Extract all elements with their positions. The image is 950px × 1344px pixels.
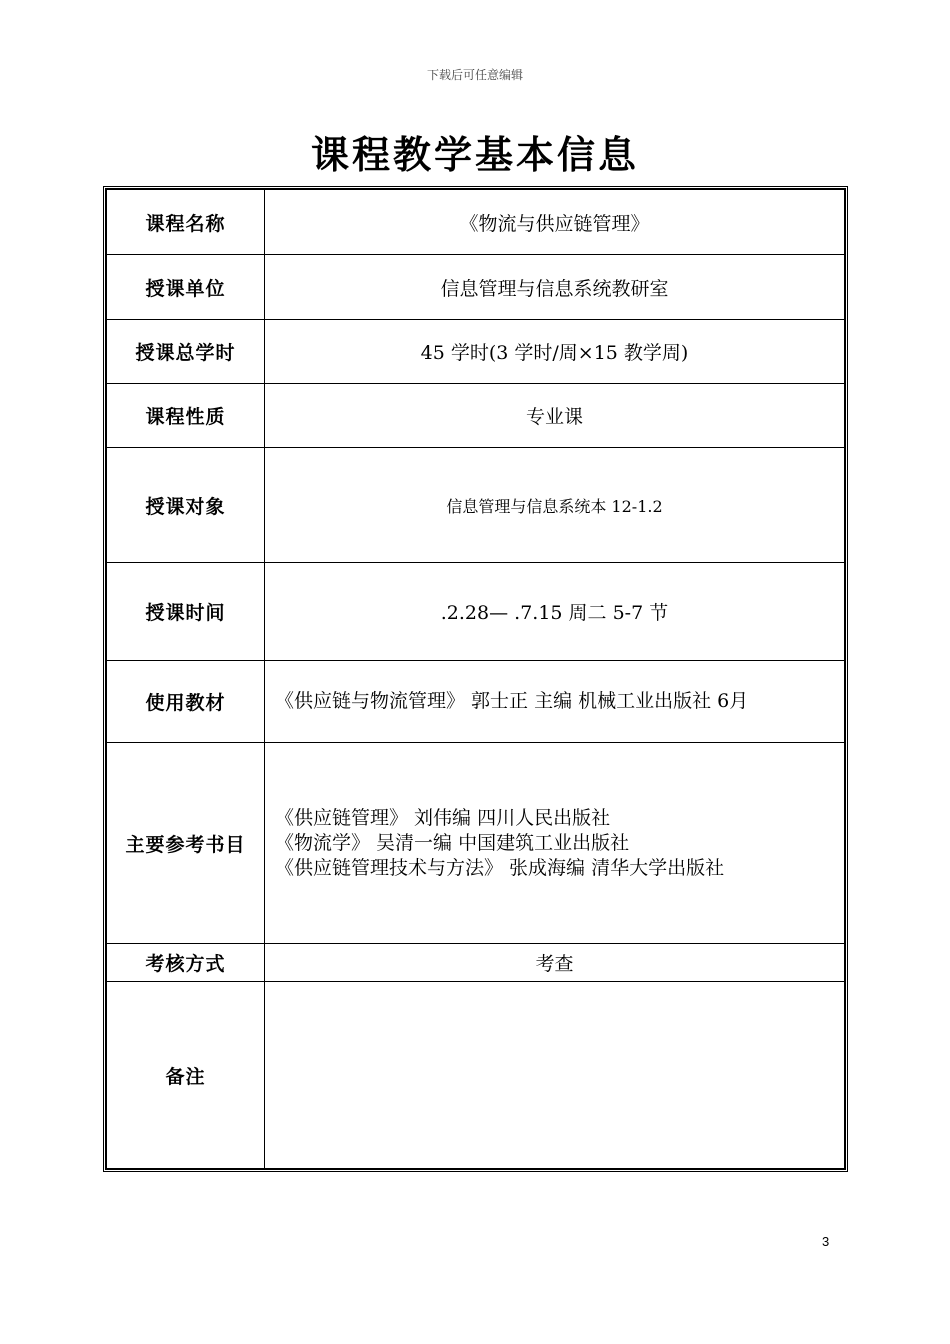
remarks-value	[265, 982, 845, 1169]
table-row-schedule	[107, 563, 845, 661]
table-row-assessment	[107, 944, 845, 982]
schedule-label: 授课时间	[107, 563, 265, 661]
reference-item: 《物流学》 吴清一编 中国建筑工业出版社	[275, 831, 630, 854]
course-name-label: 课程名称	[107, 190, 265, 255]
total-hours-label: 授课总学时	[107, 320, 265, 384]
header-note: 下载后可任意编辑	[426, 68, 523, 82]
assessment-label: 考核方式	[107, 944, 265, 982]
course-name-value: 《物流与供应链管理》	[265, 190, 845, 255]
course-type-label: 课程性质	[107, 384, 265, 448]
table-row-course-name	[107, 190, 845, 255]
department-label: 授课单位	[107, 255, 265, 320]
course-info-table	[103, 186, 848, 1172]
references-label: 主要参考书目	[107, 743, 265, 944]
schedule-value: .2.28— .7.15 周二 5-7 节	[265, 563, 845, 661]
textbook-label: 使用教材	[107, 661, 265, 743]
department-value: 信息管理与信息系统教研室	[265, 255, 845, 320]
page-title: 课程教学基本信息	[310, 133, 639, 177]
reference-item: 《供应链管理》 刘伟编 四川人民出版社	[275, 806, 611, 829]
reference-item: 《供应链管理技术与方法》 张成海编 清华大学出版社	[275, 856, 725, 879]
course-type-value: 专业课	[265, 384, 845, 448]
page-number: 3	[822, 1234, 830, 1249]
references-value	[265, 743, 845, 944]
audience-value: 信息管理与信息系统本 12-1.2	[265, 448, 845, 563]
table-row-audience	[107, 448, 845, 563]
table-row-total-hours	[107, 320, 845, 384]
table-row-textbook	[107, 661, 845, 743]
remarks-label: 备注	[107, 982, 265, 1169]
total-hours-value: 45 学时(3 学时/周×15 教学周)	[265, 320, 845, 384]
table-row-course-type	[107, 384, 845, 448]
assessment-value: 考查	[265, 944, 845, 982]
textbook-value: 《供应链与物流管理》 郭士正 主编 机械工业出版社 6月	[265, 661, 845, 743]
table-row-remarks	[107, 982, 845, 1169]
table-row-department	[107, 255, 845, 320]
audience-label: 授课对象	[107, 448, 265, 563]
table-row-references	[107, 743, 845, 944]
